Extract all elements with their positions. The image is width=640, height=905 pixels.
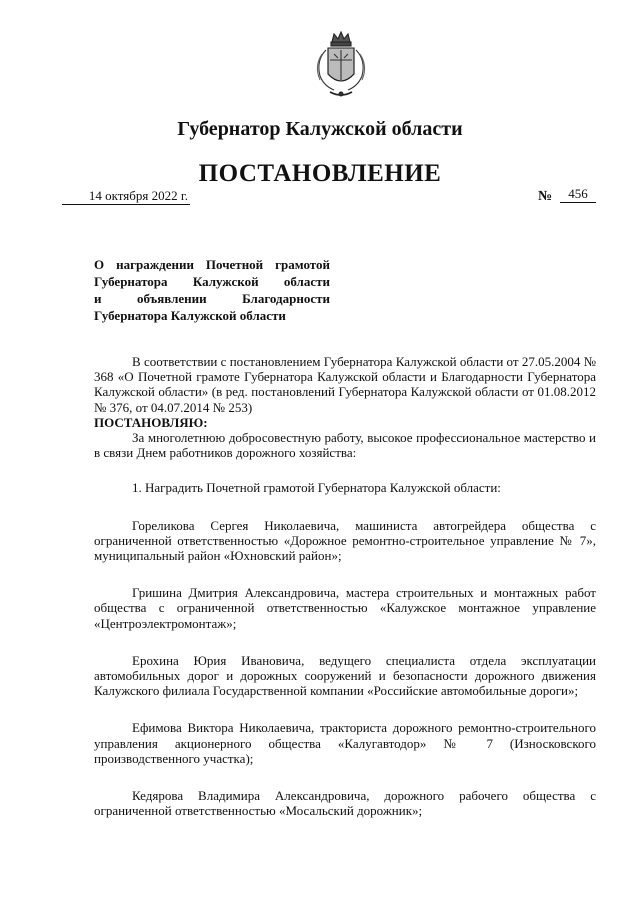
awardee-paragraph: Гореликова Сергея Николаевича, машиниста автогрейдера общества с ограниченной ответственностью «Дорожное ремонтно-строительное управление № 7», муниципальный район «Юхновский район»;: [94, 517, 596, 564]
decree-word: ПОСТАНОВЛЯЮ:: [94, 414, 208, 430]
document-body: [94, 354, 596, 818]
awardee-paragraph: Ефимова Виктора Николаевича, тракториста дорожного ремонтно-строительного управления акционерного общества «Калугавтодор» № 7 (Износковского производственного участка);: [94, 720, 596, 766]
awardee-paragraph: Гришина Дмитрия Александровича, мастера строительных и монтажных работ общества с ограниченной ответственностью «Калужское монтажное управление «Центроэлектромонтаж»;: [94, 585, 596, 631]
awardee-paragraph: Кедярова Владимира Александровича, дорожного рабочего общества с ограниченной ответственностью «Мосальский дорожник»;: [94, 788, 596, 819]
document-date: 14 октября 2022 г.: [62, 188, 190, 205]
governor-heading: Губернатор Калужской области: [177, 118, 463, 140]
award-item-heading: 1. Наградить Почетной грамотой Губернатора Калужской области:: [132, 480, 501, 496]
coat-of-arms-emblem: [312, 30, 370, 100]
awardee-paragraph: Ерохина Юрия Ивановича, ведущего специалиста отдела эксплуатации автомобильных дорог и дорожных сооружений и безопасности дорожного движения Калужского филиала Государственной компании «Российские автомобильные дороги»;: [94, 652, 596, 699]
title-line: О награждении Почетной грамотой: [94, 257, 330, 272]
title-line: Губернатора Калужской области: [94, 274, 330, 289]
preamble-paragraph: В соответствии с постановлением Губернатора Калужской области от 27.05.2004 № 368 «О Почетной грамоте Губернатора Калужской области и Благодарности Губернатора Калужской области» (в ред. постановлений Губернатора Калужской области от 01.08.2012 № 376, от 04.07.2014 № 253): [94, 354, 596, 415]
document-number: 456: [560, 186, 596, 203]
reason-paragraph: За многолетнюю добросовестную работу, высокое профессиональное мастерство и в связи Днем работников дорожного хозяйства:: [94, 430, 596, 461]
number-label: №: [538, 189, 553, 204]
document-type-heading: ПОСТАНОВЛЕНИЕ: [198, 160, 442, 187]
title-line: Губернатора Калужской области: [94, 308, 286, 323]
title-line: и объявлении Благодарности: [94, 291, 330, 306]
document-title: [94, 256, 330, 324]
